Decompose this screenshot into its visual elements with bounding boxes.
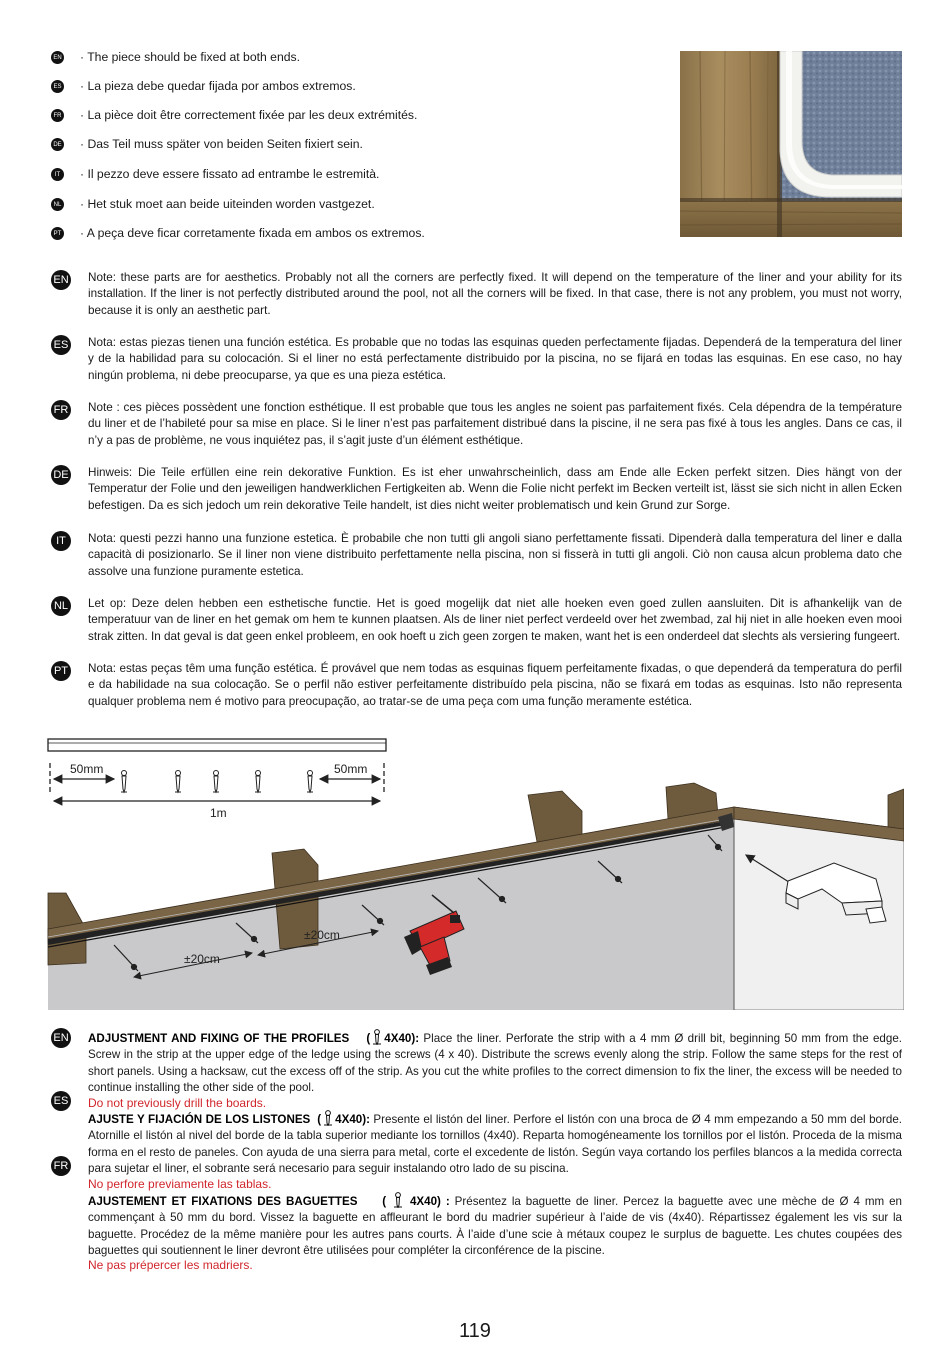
instruction-paragraph bbox=[88, 1110, 902, 1177]
screw-icon bbox=[370, 1029, 384, 1045]
total-length-label: 1m bbox=[210, 806, 227, 820]
lang-badge: PT bbox=[51, 661, 71, 681]
lang-badge: FR bbox=[51, 109, 64, 122]
lang-badge: DE bbox=[51, 138, 64, 151]
short-note-line: · La pieza debe quedar fijada por ambos extremos. bbox=[80, 79, 356, 93]
screw-code: 4X40): bbox=[335, 1113, 370, 1126]
short-note-line: · La pièce doit être correctement fixée par les deux extrémités. bbox=[80, 108, 418, 122]
note-paragraph: Nota: estas piezas tienen una función estética. Es probable que no todas las esquinas queden perfectamente fijadas. Dependerá de la temperatura del liner y de la habilidad para su colocación. Si el liner no está perfectamente distribuido por la piscina, no se fijará en todas las esquinas. En ese caso, no hay ningún problema, ni debe preocuparse, ya que es una pieza estética. bbox=[88, 336, 902, 382]
screw-code: 4X40) : bbox=[409, 1195, 450, 1208]
short-note-line: · Het stuk moet aan beide uiteinden worden vastgezet. bbox=[80, 197, 375, 211]
lang-badge: IT bbox=[51, 531, 71, 551]
instruction-paragraph bbox=[88, 1029, 902, 1096]
note-paragraph: Nota: questi pezzi hanno una funzione estetica. È probabile che non tutti gli angoli siano perfettamente fissati. Dipenderà dalla temperatura del liner e dalla capacità di posizionarlo. Se il liner non viene distribuito perfettamente nella piscina, non si fisserà in tutti gli angoli. Ciò non causa alcun problema dato che assolve una funzione puramente estetica. bbox=[88, 532, 902, 578]
note-paragraph: Nota: estas peças têm uma função estética. É provável que nem todas as esquinas fiquem perfeitamente fixadas, o que dependerá da temperatura do perfil e da habilidade na sua colocação. Se o perfil não estiver perfeitamente distribuído pela piscina, não se fixará em todas as esquinas. Isto não representa qualquer problema nem é motivo para preocupação, ao tratar-se de uma peça com uma função meramente estética. bbox=[88, 662, 902, 708]
lang-badge: PT bbox=[51, 227, 64, 240]
screw-code: 4X40): bbox=[384, 1032, 420, 1045]
short-note-line: · A peça deve ficar corretamente fixada em ambos os extremos. bbox=[80, 226, 425, 240]
lang-badge: EN bbox=[51, 51, 64, 64]
lang-badge: ES bbox=[51, 1091, 71, 1111]
short-note-line: · The piece should be fixed at both ends. bbox=[80, 50, 300, 64]
lang-badge: ES bbox=[51, 80, 64, 93]
left-gap-label: 50mm bbox=[70, 762, 104, 776]
screw-icons bbox=[121, 771, 313, 793]
instruction-heading: ADJUSTMENT AND FIXING OF THE PROFILES bbox=[88, 1032, 350, 1045]
lang-badge: EN bbox=[51, 270, 71, 290]
instruction-text: Place the liner. Perforate the strip with a 4 mm Ø drill bit, beginning 50 mm from the edge. Screw in the strip at the upper edge of the ledge using the screws (4 x 40). Distribute the screws evenly along the strip. Follow the same steps for the rest of short panels. Using a hacksaw, cut the excess off of the strip. As you cut the white profiles to the correct dimension to fix the liner, the excess will be needed to continue installing the other side of the pool. bbox=[88, 1032, 902, 1094]
right-gap-label: 50mm bbox=[334, 762, 368, 776]
warning-text: No perfore previamente las tablas. bbox=[88, 1177, 272, 1191]
lang-badge: NL bbox=[51, 198, 64, 211]
pool-wall-scene bbox=[48, 783, 904, 1010]
installation-diagram bbox=[46, 733, 904, 1010]
page-number: 119 bbox=[459, 1320, 491, 1342]
short-note-line: · Il pezzo deve essere fissato ad entrambe le estremità. bbox=[80, 167, 380, 181]
lang-badge: FR bbox=[51, 400, 71, 420]
screw-icon bbox=[391, 1192, 405, 1208]
lang-badge: FR bbox=[51, 1156, 71, 1176]
lang-badge: EN bbox=[51, 1028, 71, 1048]
screw-code-open: ( bbox=[317, 1113, 322, 1126]
warning-text: Ne pas prépercer les madriers. bbox=[88, 1258, 253, 1272]
note-paragraph: Note : ces pièces possèdent une fonction esthétique. Il est probable que tous les angles ne soient pas parfaitement fixés. Cela dépendra de la température du liner et de l’habileté pour sa mise en place. Si le liner n’est pas parfaitement distribué dans la piscine, il ne sera pas fixé à tous les angles. Dans ce cas, il n’y a pas de problème, ne vous inquiétez pas, il s’agit juste d’un élément esthétique. bbox=[88, 401, 902, 447]
lang-badge: DE bbox=[51, 465, 71, 485]
screw-code-open: ( bbox=[366, 1032, 371, 1045]
instruction-heading: AJUSTE Y FIJACIÓN DE LOS LISTONES bbox=[88, 1113, 311, 1126]
short-note-line: · Das Teil muss später von beiden Seiten fixiert sein. bbox=[80, 137, 363, 151]
note-paragraph: Hinweis: Die Teile erfüllen eine rein dekorative Funktion. Es ist eher unwahrscheinlich, dass am Ende alle Ecken perfekt sitzen. Dies hängt von der Temperatur der Folie und den jeweiligen handwerklichen Fertigkeiten ab. Wenn die Folie nicht perfekt im Becken verteilt ist, lässt sie sich nicht in allen Ecken befestigen. Da es sich jedoch um rein dekorative Teile handelt, ist dies nicht weiter problematisch und kein Grund zur Sorge. bbox=[88, 466, 902, 512]
lang-badge: ES bbox=[51, 335, 71, 355]
note-paragraph: Note: these parts are for aesthetics. Probably not all the corners are perfectly fixed. It will depend on the temperature of the liner and your ability for its installation. If the liner is not perfectly distributed around the pool, not all the corners will be fixed. In that case, there is not any problem, you must not worry, because it is only an aesthetic part. bbox=[88, 271, 902, 317]
lang-badge: IT bbox=[51, 168, 64, 181]
instruction-paragraph bbox=[88, 1192, 902, 1259]
screw-icon bbox=[321, 1110, 335, 1126]
note-paragraph: Let op: Deze delen hebben een esthetische functie. Het is goed mogelijk dat niet alle hoeken even goed zullen aansluiten. Dit is afhankelijk van de temperatuur van de liner en het gemak om hem te kunnen plaatsen. Als de liner niet perfect verdeeld over het zwembad, zal hij niet in alle hoeken even mooi strak zitten. In dat geval is dat geen enkel probleem, en ook hoeft u zich geen zorgen te maken, want het is een onderdeel dat slechts als versiering fungeert. bbox=[88, 597, 902, 643]
instruction-text: Presente el listón del liner. Perfore el listón con una broca de Ø 4 mm empezando a 50 mm del borde. Atornille el listón al nivel del borde de la tabla superior mediante los tornillos (4x40). Reparta homogéneamente los tornillos por el listón. Proceda de la misma forma en el resto de paneles. Con ayuda de una sierra para metal, corte el excedente de listón. Según vaya cortando los perfiles blancos a la medida correcta para sujetar el liner, el sobrante será necesario para seguir instalando otro lado de su piscina. bbox=[88, 1113, 902, 1175]
instruction-text: Présentez la baguette de liner. Percez la baguette avec une mèche de Ø 4 mm en commençant à 50 mm du bord. Vissez la baguette en affleurant le bord du madrier supérieur à l’aide de vis (4x40). Répartissez également les vis sur la baguette. Procédez de la même manière pour les autres pans courts. À l’aide d’une scie à métaux coupez le surplus de baguette. Les chutes coupées des baguettes qui soutiennent le liner devront être utilisées pour compléter la circonférence de la piscine. bbox=[88, 1195, 902, 1257]
warning-text: Do not previously drill the boards. bbox=[88, 1096, 267, 1110]
instruction-heading: AJUSTEMENT ET FIXATIONS DES BAGUETTES bbox=[88, 1195, 358, 1208]
corner-piece-photo bbox=[680, 51, 902, 237]
lang-badge: NL bbox=[51, 596, 71, 616]
screw-code-open: ( bbox=[382, 1195, 387, 1208]
spacing-label-right: ±20cm bbox=[304, 928, 340, 942]
spacing-label-left: ±20cm bbox=[184, 952, 220, 966]
